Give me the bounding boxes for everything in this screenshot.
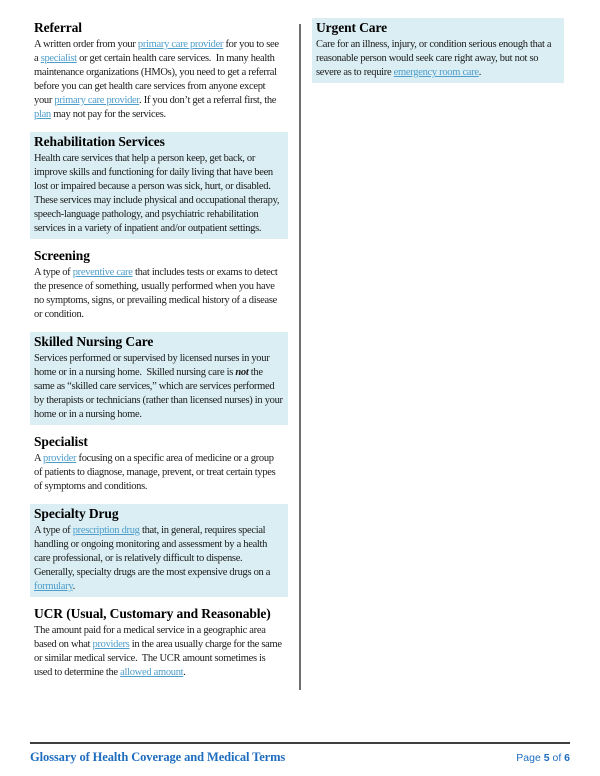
definition-text: A type of	[34, 525, 73, 536]
term-definition	[34, 624, 284, 680]
term-definition	[34, 524, 284, 594]
glossary-link[interactable]: specialist	[40, 53, 77, 64]
term-heading: UCR (Usual, Customary and Reasonable)	[34, 606, 271, 621]
definition-text: that, in general, requires special handling or ongoing monitoring and assessment by a health care professional, or is relatively difficult to dispense. Generally, specialty drugs are the most expensive drugs on a	[34, 525, 273, 578]
definition-text: The amount paid for a medical service in a geographic area based on what	[34, 625, 268, 650]
glossary-link[interactable]: allowed amount	[120, 667, 184, 678]
definition-text: may not pay for the services.	[50, 109, 166, 120]
definition-text: A	[34, 453, 44, 464]
glossary-section	[312, 18, 564, 83]
page-number: 5	[543, 752, 550, 764]
glossary-link[interactable]: prescription drug	[72, 525, 140, 536]
page-label: Page	[516, 752, 544, 764]
glossary-link[interactable]: provider	[43, 453, 77, 464]
term-definition	[34, 452, 284, 494]
footer-title: Glossary of Health Coverage and Medical Terms	[30, 750, 286, 764]
glossary-link[interactable]: emergency room care	[393, 67, 479, 78]
glossary-columns	[30, 18, 564, 690]
page-total: 6	[564, 752, 570, 764]
term-heading: Screening	[34, 248, 90, 263]
page-indicator	[516, 752, 570, 764]
definition-text: .	[183, 667, 186, 678]
left-column	[30, 18, 288, 690]
definition-text: A written order from your	[34, 39, 138, 50]
definition-text: A type of	[34, 267, 73, 278]
term-definition	[34, 152, 284, 236]
definition-text: Services performed or supervised by licensed nurses in your home or in a nursing home. Skilled nursing care is	[34, 353, 272, 378]
emphasis-text: not	[235, 367, 249, 378]
definition-text: in the area usually charge for the same or similar medical service. The UCR amount sometimes is used to determine the	[34, 639, 285, 678]
page-connector: of	[549, 752, 565, 764]
right-column	[312, 18, 564, 90]
term-definition	[316, 38, 560, 80]
glossary-section	[30, 132, 288, 239]
glossary-section	[30, 18, 288, 125]
definition-text: .	[478, 67, 482, 78]
glossary-link[interactable]: preventive care	[72, 267, 133, 278]
definition-text: .	[72, 581, 75, 592]
glossary-link[interactable]: plan	[34, 109, 51, 120]
footer	[30, 750, 570, 765]
glossary-section	[30, 332, 288, 425]
glossary-link[interactable]: primary care provider	[54, 95, 140, 106]
definition-text: the same as “skilled care services,” which are services performed by therapists or technicians (rather than licensed nurses) in your home or in a nursing home.	[34, 367, 286, 420]
definition-text: Care for an illness, injury, or condition serious enough that a reasonable person would seek care right away, but not so severe as to require	[316, 39, 554, 78]
definition-text: . If you don’t get a referral first, the	[139, 95, 279, 106]
glossary-section	[30, 246, 288, 325]
term-definition	[34, 38, 284, 122]
glossary-link[interactable]: formulary	[34, 581, 73, 592]
column-divider	[299, 24, 301, 690]
term-heading: Specialty Drug	[34, 506, 119, 521]
definition-text: or get certain health care services. In many health maintenance organizations (HMOs), you need to get a referral before you can get health care services from anyone except your	[34, 53, 280, 106]
definition-text: that includes tests or exams to detect the presence of something, usually performed when you have no symptoms, signs, or prevailing medical history of a disease or condition.	[34, 267, 280, 320]
definition-text: Health care services that help a person keep, get back, or improve skills and functioning for daily living that have been lost or impaired because a person was sick, hurt, or disabled. These services may include physical and occupational therapy, speech-language pathology, and psychiatric rehabilitation services in a variety of inpatient and/or outpatient settings.	[34, 153, 282, 234]
footer-rule	[30, 742, 570, 744]
definition-text: focusing on a specific area of medicine or a group of patients to diagnose, manage, prevent, or treat certain types of symptoms and conditions.	[34, 453, 278, 492]
glossary-link[interactable]: primary care provider	[137, 39, 224, 50]
term-heading: Referral	[34, 20, 82, 35]
term-heading: Urgent Care	[316, 20, 388, 35]
term-heading: Rehabilitation Services	[34, 134, 165, 149]
glossary-link[interactable]: providers	[92, 639, 130, 650]
glossary-section	[30, 432, 288, 497]
term-heading: Specialist	[34, 434, 88, 449]
glossary-section	[30, 504, 288, 597]
glossary-section	[30, 604, 288, 683]
definition-text: for you to see a	[34, 39, 282, 64]
term-definition	[34, 266, 284, 322]
term-heading: Skilled Nursing Care	[34, 334, 154, 349]
term-definition	[34, 352, 284, 422]
